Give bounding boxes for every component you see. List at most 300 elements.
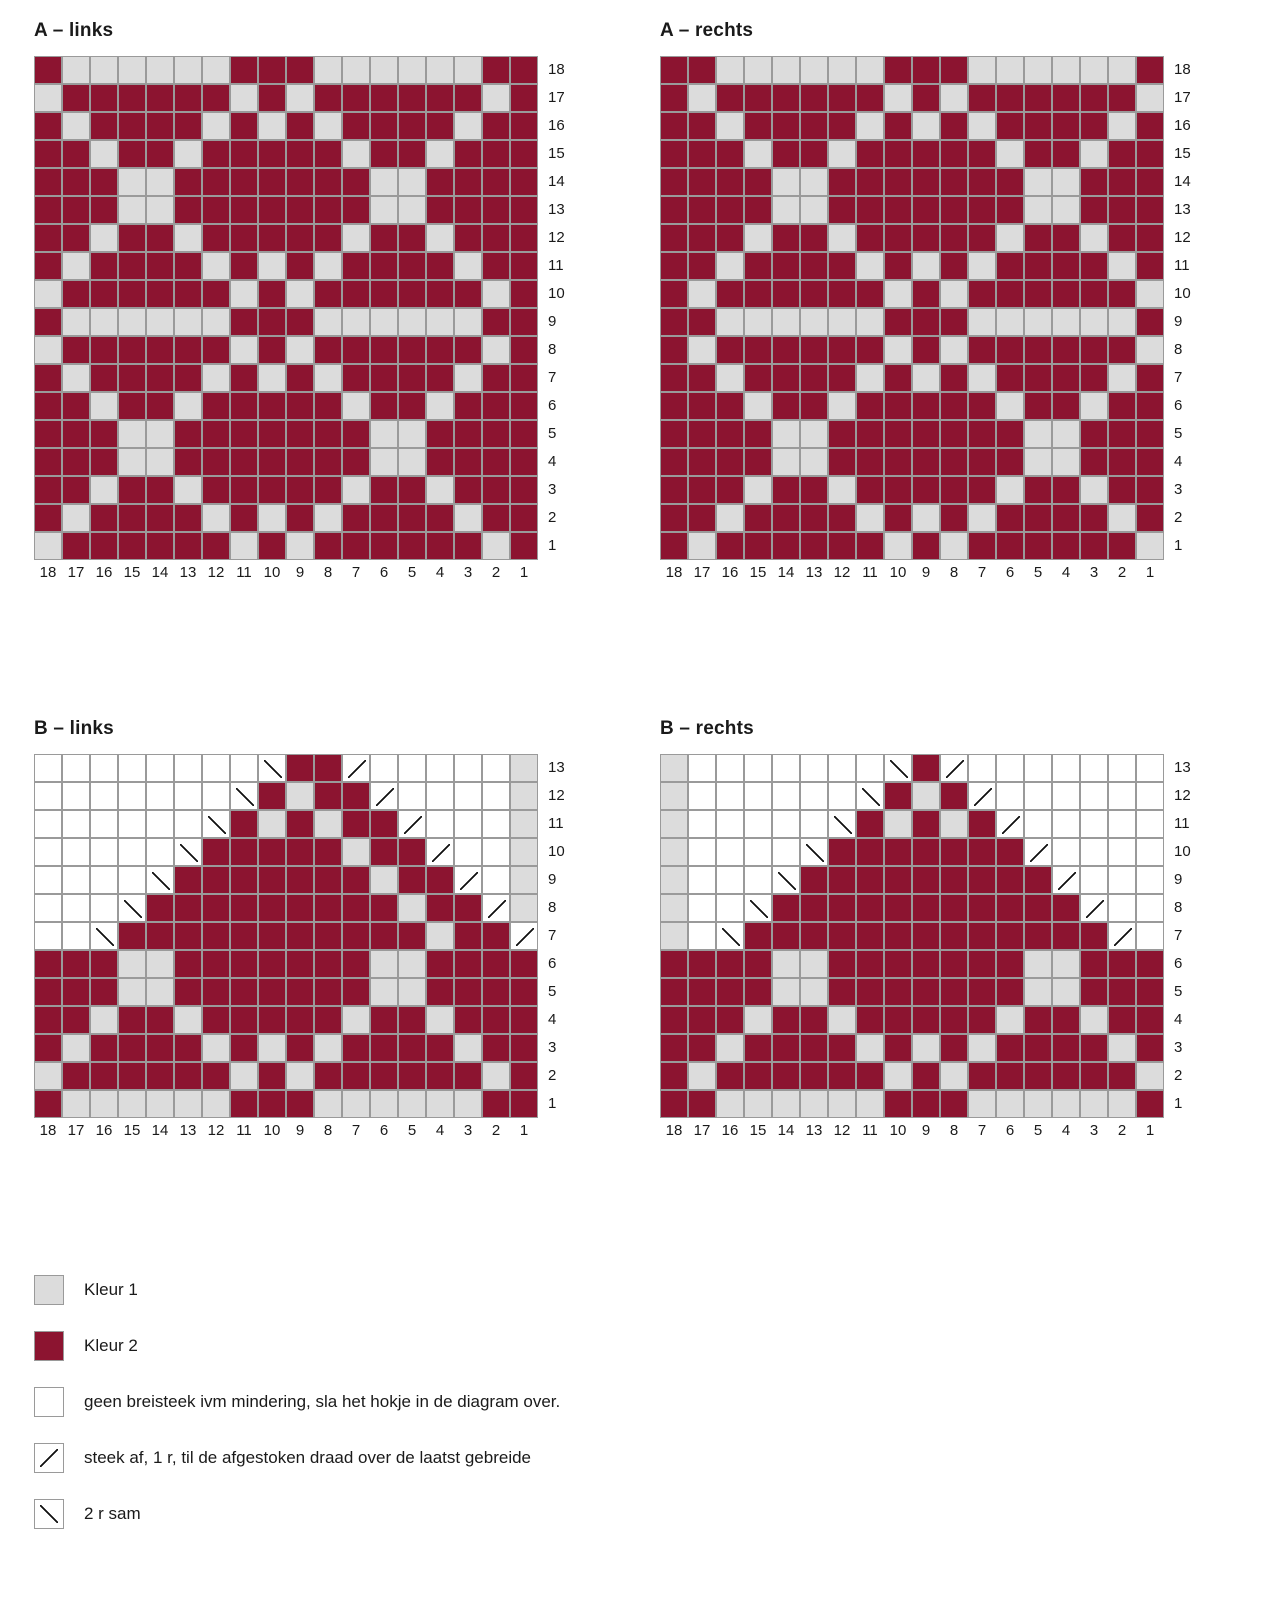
grid-cell	[940, 280, 968, 308]
grid-cell	[314, 922, 342, 950]
grid-cell	[174, 308, 202, 336]
grid-cell	[398, 1062, 426, 1090]
grid-cell	[62, 754, 90, 782]
grid-cell	[1136, 448, 1164, 476]
grid-cell	[314, 112, 342, 140]
row-number-axis	[538, 754, 590, 1118]
grid-cell	[1024, 252, 1052, 280]
grid-cell	[884, 838, 912, 866]
grid-cell	[286, 532, 314, 560]
grid-cell	[146, 308, 174, 336]
grid-cell	[426, 782, 454, 810]
grid-cell	[454, 1062, 482, 1090]
grid-cell	[856, 782, 884, 810]
grid-cell	[660, 112, 688, 140]
grid-cell	[482, 504, 510, 532]
grid-cell	[118, 140, 146, 168]
row-number-axis	[1164, 56, 1216, 560]
grid-cell	[258, 922, 286, 950]
grid-cell	[828, 392, 856, 420]
column-number: 2	[491, 1122, 501, 1139]
column-number: 10	[889, 1122, 907, 1139]
grid-cell	[174, 336, 202, 364]
grid-cell	[744, 922, 772, 950]
row-number: 7	[1174, 369, 1183, 386]
grid-cell	[314, 838, 342, 866]
grid-cell	[370, 168, 398, 196]
column-number: 1	[1145, 564, 1155, 581]
grid-cell	[342, 112, 370, 140]
grid-cell	[800, 950, 828, 978]
grid-cell	[230, 448, 258, 476]
grid-cell	[482, 866, 510, 894]
row-number: 9	[1174, 313, 1183, 330]
grid-cell	[398, 308, 426, 336]
grid-cell	[398, 280, 426, 308]
grid-cell	[62, 894, 90, 922]
grid-cell	[1024, 950, 1052, 978]
grid-cell	[314, 866, 342, 894]
grid-cell	[1136, 168, 1164, 196]
chart-title: A – links	[34, 20, 114, 41]
grid-cell	[660, 894, 688, 922]
column-number: 9	[921, 564, 931, 581]
grid-cell	[286, 782, 314, 810]
grid-cell	[1136, 504, 1164, 532]
column-number: 4	[435, 564, 445, 581]
grid-cell	[398, 112, 426, 140]
grid-cell	[716, 112, 744, 140]
grid-cell	[1080, 448, 1108, 476]
column-number: 8	[949, 564, 959, 581]
row-number: 7	[1174, 927, 1183, 944]
grid-cell	[772, 782, 800, 810]
grid-cell	[940, 252, 968, 280]
grid-cell	[34, 448, 62, 476]
grid-cell	[1136, 252, 1164, 280]
grid-cell	[660, 448, 688, 476]
grid-cell	[688, 532, 716, 560]
grid-cell	[118, 364, 146, 392]
grid-cell	[1024, 308, 1052, 336]
grid-cell	[688, 280, 716, 308]
grid-cell	[940, 504, 968, 532]
grid-cell	[1136, 280, 1164, 308]
grid-cell	[230, 196, 258, 224]
grid-cell	[856, 1090, 884, 1118]
grid-cell	[828, 476, 856, 504]
grid-cell	[996, 532, 1024, 560]
grid-cell	[1052, 448, 1080, 476]
grid-cell	[34, 84, 62, 112]
grid-cell	[90, 476, 118, 504]
grid-cell	[230, 364, 258, 392]
grid-cell	[1108, 754, 1136, 782]
grid-cell	[772, 1006, 800, 1034]
grid-cell	[688, 866, 716, 894]
grid-cell	[968, 420, 996, 448]
grid-cell	[286, 978, 314, 1006]
grid-cell	[398, 532, 426, 560]
grid-cell	[688, 978, 716, 1006]
grid-cell	[398, 196, 426, 224]
grid-cell	[398, 1034, 426, 1062]
grid-cell	[202, 112, 230, 140]
column-number: 12	[207, 564, 225, 581]
grid-cell	[258, 1062, 286, 1090]
grid-cell	[90, 866, 118, 894]
grid-cell	[202, 922, 230, 950]
grid-cell	[510, 838, 538, 866]
grid-cell	[34, 838, 62, 866]
column-number-axis	[34, 563, 538, 583]
grid-cell	[856, 532, 884, 560]
grid-cell	[688, 392, 716, 420]
grid-cell	[370, 978, 398, 1006]
grid-cell	[660, 1062, 688, 1090]
grid-cell	[454, 978, 482, 1006]
row-number: 10	[548, 285, 565, 302]
grid-cell	[856, 810, 884, 838]
row-number: 17	[1174, 89, 1191, 106]
grid-cell	[286, 252, 314, 280]
row-number: 17	[548, 89, 565, 106]
grid-cell	[800, 196, 828, 224]
grid-cell	[800, 504, 828, 532]
grid-cell	[230, 140, 258, 168]
column-number: 16	[95, 564, 113, 581]
grid-cell	[660, 1006, 688, 1034]
grid-cell	[398, 252, 426, 280]
grid-cell	[1080, 308, 1108, 336]
grid-cell	[34, 978, 62, 1006]
row-number: 15	[1174, 145, 1191, 162]
grid-cell	[1080, 280, 1108, 308]
grid-cell	[968, 894, 996, 922]
grid-cell	[286, 336, 314, 364]
grid-cell	[912, 196, 940, 224]
grid-cell	[800, 838, 828, 866]
grid-cell	[398, 364, 426, 392]
grid-cell	[1080, 112, 1108, 140]
grid-cell	[940, 922, 968, 950]
column-number: 14	[151, 1122, 169, 1139]
grid-cell	[454, 1090, 482, 1118]
row-number: 2	[548, 1067, 557, 1084]
grid-cell	[940, 56, 968, 84]
grid-cell	[286, 308, 314, 336]
grid-cell	[370, 196, 398, 224]
grid-cell	[1136, 894, 1164, 922]
row-number: 1	[548, 537, 557, 554]
grid-cell	[510, 392, 538, 420]
grid-cell	[772, 950, 800, 978]
grid-cell	[454, 364, 482, 392]
grid-cell	[258, 420, 286, 448]
column-number: 2	[1117, 1122, 1127, 1139]
grid-cell	[1024, 1090, 1052, 1118]
grid-cell	[370, 448, 398, 476]
grid-cell	[426, 866, 454, 894]
grid-cell	[828, 280, 856, 308]
grid-cell	[90, 754, 118, 782]
grid-cell	[34, 112, 62, 140]
grid-cell	[716, 280, 744, 308]
grid-cell	[230, 1006, 258, 1034]
grid-cell	[1052, 196, 1080, 224]
grid-cell	[744, 1034, 772, 1062]
grid-cell	[62, 810, 90, 838]
grid-cell	[1052, 168, 1080, 196]
grid-cell	[454, 810, 482, 838]
grid-cell	[454, 140, 482, 168]
grid-cell	[744, 280, 772, 308]
grid-cell	[202, 978, 230, 1006]
row-number: 5	[1174, 983, 1183, 1000]
grid-cell	[800, 532, 828, 560]
grid-cell	[258, 1034, 286, 1062]
row-number: 1	[1174, 1095, 1183, 1112]
grid-cell	[912, 866, 940, 894]
row-number: 9	[548, 871, 557, 888]
grid-cell	[856, 280, 884, 308]
column-number: 17	[67, 1122, 85, 1139]
grid-cell	[1136, 1090, 1164, 1118]
grid-cell	[62, 782, 90, 810]
grid-cell	[454, 392, 482, 420]
grid-cell	[1024, 810, 1052, 838]
grid-cell	[62, 56, 90, 84]
grid-cell	[772, 810, 800, 838]
grid-cell	[202, 782, 230, 810]
grid-cell	[800, 1062, 828, 1090]
grid-cell	[1108, 280, 1136, 308]
grid-cell	[856, 392, 884, 420]
grid-cell	[342, 448, 370, 476]
grid-cell	[1108, 1034, 1136, 1062]
column-number: 15	[123, 564, 141, 581]
grid-cell	[744, 1062, 772, 1090]
grid-cell	[342, 140, 370, 168]
legend-swatch-sl	[34, 1443, 64, 1473]
column-number: 8	[323, 564, 333, 581]
grid-cell	[744, 336, 772, 364]
grid-cell	[912, 782, 940, 810]
grid-cell	[772, 476, 800, 504]
grid-cell	[1080, 838, 1108, 866]
grid-cell	[118, 448, 146, 476]
grid-cell	[800, 978, 828, 1006]
grid-cell	[1080, 84, 1108, 112]
grid-cell	[1052, 112, 1080, 140]
grid-cell	[940, 336, 968, 364]
grid-cell	[90, 140, 118, 168]
grid-cell	[482, 420, 510, 448]
grid-cell	[146, 56, 174, 84]
grid-cell	[398, 978, 426, 1006]
grid-cell	[314, 754, 342, 782]
grid-cell	[202, 476, 230, 504]
grid-cell	[34, 532, 62, 560]
grid-cell	[716, 950, 744, 978]
row-number: 11	[548, 257, 564, 274]
grid-cell	[828, 448, 856, 476]
grid-cell	[828, 810, 856, 838]
grid-cell	[1080, 810, 1108, 838]
grid-cell	[62, 978, 90, 1006]
grid-cell	[772, 504, 800, 532]
grid-cell	[744, 364, 772, 392]
grid-cell	[230, 252, 258, 280]
grid-cell	[174, 280, 202, 308]
grid-cell	[1108, 504, 1136, 532]
grid-cell	[716, 56, 744, 84]
column-number: 14	[777, 1122, 795, 1139]
grid-cell	[202, 84, 230, 112]
grid-cell	[426, 56, 454, 84]
grid-cell	[146, 84, 174, 112]
grid-cell	[342, 782, 370, 810]
grid-cell	[370, 782, 398, 810]
column-number: 5	[1033, 564, 1043, 581]
grid-cell	[884, 1090, 912, 1118]
row-number: 5	[1174, 425, 1183, 442]
grid-cell	[716, 84, 744, 112]
grid-cell	[716, 1090, 744, 1118]
grid-cell	[772, 392, 800, 420]
grid-cell	[174, 476, 202, 504]
grid-cell	[828, 308, 856, 336]
grid-cell	[996, 978, 1024, 1006]
grid-cell	[482, 894, 510, 922]
grid-cell	[426, 810, 454, 838]
grid-cell	[510, 112, 538, 140]
grid-cell	[314, 280, 342, 308]
grid-cell	[1136, 1062, 1164, 1090]
grid-cell	[1108, 1062, 1136, 1090]
grid-cell	[258, 112, 286, 140]
grid-cell	[968, 252, 996, 280]
grid-cell	[744, 504, 772, 532]
grid-cell	[800, 364, 828, 392]
grid-cell	[1052, 308, 1080, 336]
grid-cell	[118, 476, 146, 504]
grid-cell	[146, 782, 174, 810]
grid-cell	[146, 448, 174, 476]
grid-cell	[482, 476, 510, 504]
column-number-axis	[660, 563, 1164, 583]
chart-title: B – links	[34, 718, 114, 739]
grid-cell	[1108, 448, 1136, 476]
grid-cell	[146, 392, 174, 420]
grid-cell	[426, 978, 454, 1006]
grid-cell	[996, 838, 1024, 866]
grid-cell	[370, 1006, 398, 1034]
grid-cell	[230, 978, 258, 1006]
grid-cell	[884, 252, 912, 280]
grid-cell	[1080, 476, 1108, 504]
grid-cell	[482, 224, 510, 252]
grid-cell	[286, 866, 314, 894]
grid-cell	[286, 280, 314, 308]
grid-cell	[230, 476, 258, 504]
grid-cell	[342, 84, 370, 112]
grid-cell	[940, 420, 968, 448]
grid-cell	[716, 364, 744, 392]
grid-cell	[230, 950, 258, 978]
grid-cell	[996, 364, 1024, 392]
grid-cell	[62, 168, 90, 196]
grid-cell	[342, 336, 370, 364]
grid-cell	[940, 476, 968, 504]
column-number: 17	[693, 1122, 711, 1139]
grid-cell	[370, 336, 398, 364]
column-number: 8	[949, 1122, 959, 1139]
grid-cell	[744, 84, 772, 112]
grid-cell	[258, 196, 286, 224]
grid-cell	[996, 476, 1024, 504]
grid-cell	[912, 810, 940, 838]
grid-cell	[62, 1090, 90, 1118]
grid-cell	[482, 922, 510, 950]
grid-cell	[314, 308, 342, 336]
grid-cell	[62, 364, 90, 392]
grid-cell	[174, 1034, 202, 1062]
grid-cell	[454, 252, 482, 280]
grid-cell	[258, 84, 286, 112]
grid-cell	[1024, 196, 1052, 224]
grid-cell	[800, 420, 828, 448]
grid-cell	[800, 866, 828, 894]
grid-cell	[258, 532, 286, 560]
grid-cell	[1108, 922, 1136, 950]
grid-cell	[1052, 532, 1080, 560]
grid-cell	[118, 224, 146, 252]
chart-grid	[660, 56, 1164, 560]
grid-cell	[856, 950, 884, 978]
grid-cell	[996, 1062, 1024, 1090]
grid-cell	[34, 1090, 62, 1118]
grid-cell	[688, 1006, 716, 1034]
grid-cell	[482, 336, 510, 364]
grid-cell	[342, 1034, 370, 1062]
grid-cell	[146, 364, 174, 392]
grid-cell	[314, 448, 342, 476]
grid-cell	[230, 280, 258, 308]
grid-cell	[174, 504, 202, 532]
grid-cell	[174, 810, 202, 838]
grid-cell	[1136, 1034, 1164, 1062]
grid-cell	[1136, 476, 1164, 504]
grid-cell	[884, 168, 912, 196]
grid-cell	[426, 84, 454, 112]
grid-cell	[1108, 168, 1136, 196]
grid-cell	[1136, 810, 1164, 838]
grid-cell	[62, 950, 90, 978]
grid-cell	[370, 392, 398, 420]
grid-cell	[1108, 364, 1136, 392]
grid-cell	[146, 978, 174, 1006]
grid-cell	[426, 754, 454, 782]
grid-cell	[398, 810, 426, 838]
grid-cell	[744, 1006, 772, 1034]
grid-cell	[828, 838, 856, 866]
row-number: 4	[1174, 453, 1183, 470]
grid-cell	[286, 894, 314, 922]
grid-cell	[146, 224, 174, 252]
grid-cell	[286, 112, 314, 140]
grid-cell	[688, 476, 716, 504]
